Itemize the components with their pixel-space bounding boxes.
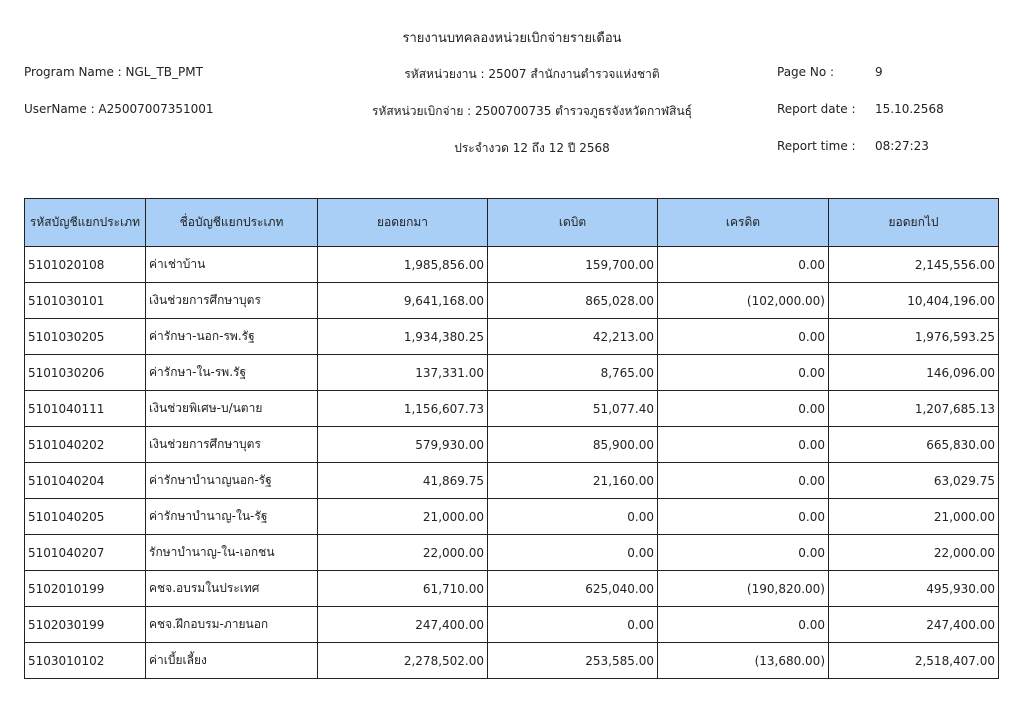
balance-forward-cell: 1,156,607.73 xyxy=(318,391,488,427)
column-header: เครดิต xyxy=(658,199,829,247)
debit-cell: 42,213.00 xyxy=(488,319,658,355)
account-name-cell: ค่าเช่าบ้าน xyxy=(146,247,318,283)
table-row xyxy=(25,499,999,535)
balance-forward-cell: 137,331.00 xyxy=(318,355,488,391)
balance-forward-cell: 2,278,502.00 xyxy=(318,643,488,679)
credit-cell: 0.00 xyxy=(658,391,829,427)
balance-carried-cell: 495,930.00 xyxy=(829,571,999,607)
table-row xyxy=(25,391,999,427)
balance-forward-cell: 247,400.00 xyxy=(318,607,488,643)
account-name-cell: ค่ารักษา-ใน-รพ.รัฐ xyxy=(146,355,318,391)
credit-cell: 0.00 xyxy=(658,607,829,643)
balance-forward-cell: 22,000.00 xyxy=(318,535,488,571)
column-header: เดบิต xyxy=(488,199,658,247)
balance-carried-cell: 63,029.75 xyxy=(829,463,999,499)
account-name-cell: เงินช่วยพิเศษ-บ/นตาย xyxy=(146,391,318,427)
balance-forward-cell: 41,869.75 xyxy=(318,463,488,499)
account-code-cell: 5101040207 xyxy=(25,535,146,571)
debit-cell: 8,765.00 xyxy=(488,355,658,391)
account-name-cell: คชจ.ฝึกอบรม-ภายนอก xyxy=(146,607,318,643)
account-name-cell: ค่าเบี้ยเลี้ยง xyxy=(146,643,318,679)
credit-cell: (102,000.00) xyxy=(658,283,829,319)
credit-cell: 0.00 xyxy=(658,355,829,391)
balance-forward-cell: 21,000.00 xyxy=(318,499,488,535)
account-name-cell: ค่ารักษาบำนาญนอก-รัฐ xyxy=(146,463,318,499)
account-code-cell: 5102030199 xyxy=(25,607,146,643)
ledger-table xyxy=(24,198,999,679)
period: ประจำงวด 12 ถึง 12 ปี 2568 xyxy=(454,141,610,155)
account-code-cell: 5102010199 xyxy=(25,571,146,607)
debit-cell: 0.00 xyxy=(488,607,658,643)
balance-carried-cell: 247,400.00 xyxy=(829,607,999,643)
balance-carried-cell: 1,976,593.25 xyxy=(829,319,999,355)
agency-code: รหัสหน่วยงาน : 25007 สำนักงานตำรวจแห่งชาติ xyxy=(404,67,660,81)
column-header: ยอดยกไป xyxy=(829,199,999,247)
debit-cell: 51,077.40 xyxy=(488,391,658,427)
balance-carried-cell: 1,207,685.13 xyxy=(829,391,999,427)
column-header: รหัสบัญชีแยกประเภท xyxy=(25,199,146,247)
balance-carried-cell: 22,000.00 xyxy=(829,535,999,571)
table-header-row xyxy=(25,199,999,247)
account-name-cell: เงินช่วยการศึกษาบุตร xyxy=(146,427,318,463)
account-code-cell: 5101040202 xyxy=(25,427,146,463)
credit-cell: 0.00 xyxy=(658,463,829,499)
balance-forward-cell: 1,985,856.00 xyxy=(318,247,488,283)
debit-cell: 0.00 xyxy=(488,499,658,535)
balance-forward-cell: 9,641,168.00 xyxy=(318,283,488,319)
program-name: Program Name : NGL_TB_PMT xyxy=(24,65,203,79)
account-code-cell: 5101040205 xyxy=(25,499,146,535)
debit-cell: 159,700.00 xyxy=(488,247,658,283)
table-row xyxy=(25,319,999,355)
page-value: 9 xyxy=(875,65,883,79)
credit-cell: (13,680.00) xyxy=(658,643,829,679)
account-name-cell: ค่ารักษาบำนาญ-ใน-รัฐ xyxy=(146,499,318,535)
credit-cell: 0.00 xyxy=(658,499,829,535)
credit-cell: (190,820.00) xyxy=(658,571,829,607)
column-header: ชื่อบัญชีแยกประเภท xyxy=(146,199,318,247)
balance-carried-cell: 2,518,407.00 xyxy=(829,643,999,679)
table-row xyxy=(25,427,999,463)
balance-carried-cell: 665,830.00 xyxy=(829,427,999,463)
account-code-cell: 5101020108 xyxy=(25,247,146,283)
debit-cell: 625,040.00 xyxy=(488,571,658,607)
debit-cell: 85,900.00 xyxy=(488,427,658,463)
table-row xyxy=(25,607,999,643)
page-label: Page No : xyxy=(777,65,835,79)
account-code-cell: 5101040204 xyxy=(25,463,146,499)
report-time-label: Report time : xyxy=(777,139,856,153)
table-row xyxy=(25,247,999,283)
balance-carried-cell: 146,096.00 xyxy=(829,355,999,391)
report-date-value: 15.10.2568 xyxy=(875,102,944,116)
account-code-cell: 5101030205 xyxy=(25,319,146,355)
credit-cell: 0.00 xyxy=(658,535,829,571)
table-row xyxy=(25,463,999,499)
account-code-cell: 5101030206 xyxy=(25,355,146,391)
account-name-cell: คชจ.อบรมในประเทศ xyxy=(146,571,318,607)
balance-carried-cell: 2,145,556.00 xyxy=(829,247,999,283)
report-time-value: 08:27:23 xyxy=(875,139,929,153)
table-row xyxy=(25,643,999,679)
account-name-cell: เงินช่วยการศึกษาบุตร xyxy=(146,283,318,319)
debit-cell: 865,028.00 xyxy=(488,283,658,319)
credit-cell: 0.00 xyxy=(658,247,829,283)
debit-cell: 0.00 xyxy=(488,535,658,571)
table-row xyxy=(25,571,999,607)
disbursement-unit: รหัสหน่วยเบิกจ่าย : 2500700735 ตำรวจภูธรจังหวัดกาฬสินธุ์ xyxy=(372,104,692,118)
user-name: UserName : A25007007351001 xyxy=(24,102,214,116)
balance-forward-cell: 1,934,380.25 xyxy=(318,319,488,355)
report-date-label: Report date : xyxy=(777,102,856,116)
column-header: ยอดยกมา xyxy=(318,199,488,247)
table-row xyxy=(25,283,999,319)
table-row xyxy=(25,355,999,391)
account-code-cell: 5101030101 xyxy=(25,283,146,319)
account-name-cell: รักษาบำนาญ-ใน-เอกชน xyxy=(146,535,318,571)
credit-cell: 0.00 xyxy=(658,319,829,355)
table-row xyxy=(25,535,999,571)
report-title: รายงานบทคลองหน่วยเบิกจ่ายรายเดือน xyxy=(402,31,622,46)
account-name-cell: ค่ารักษา-นอก-รพ.รัฐ xyxy=(146,319,318,355)
account-code-cell: 5103010102 xyxy=(25,643,146,679)
debit-cell: 21,160.00 xyxy=(488,463,658,499)
credit-cell: 0.00 xyxy=(658,427,829,463)
balance-carried-cell: 21,000.00 xyxy=(829,499,999,535)
debit-cell: 253,585.00 xyxy=(488,643,658,679)
balance-carried-cell: 10,404,196.00 xyxy=(829,283,999,319)
balance-forward-cell: 61,710.00 xyxy=(318,571,488,607)
balance-forward-cell: 579,930.00 xyxy=(318,427,488,463)
account-code-cell: 5101040111 xyxy=(25,391,146,427)
